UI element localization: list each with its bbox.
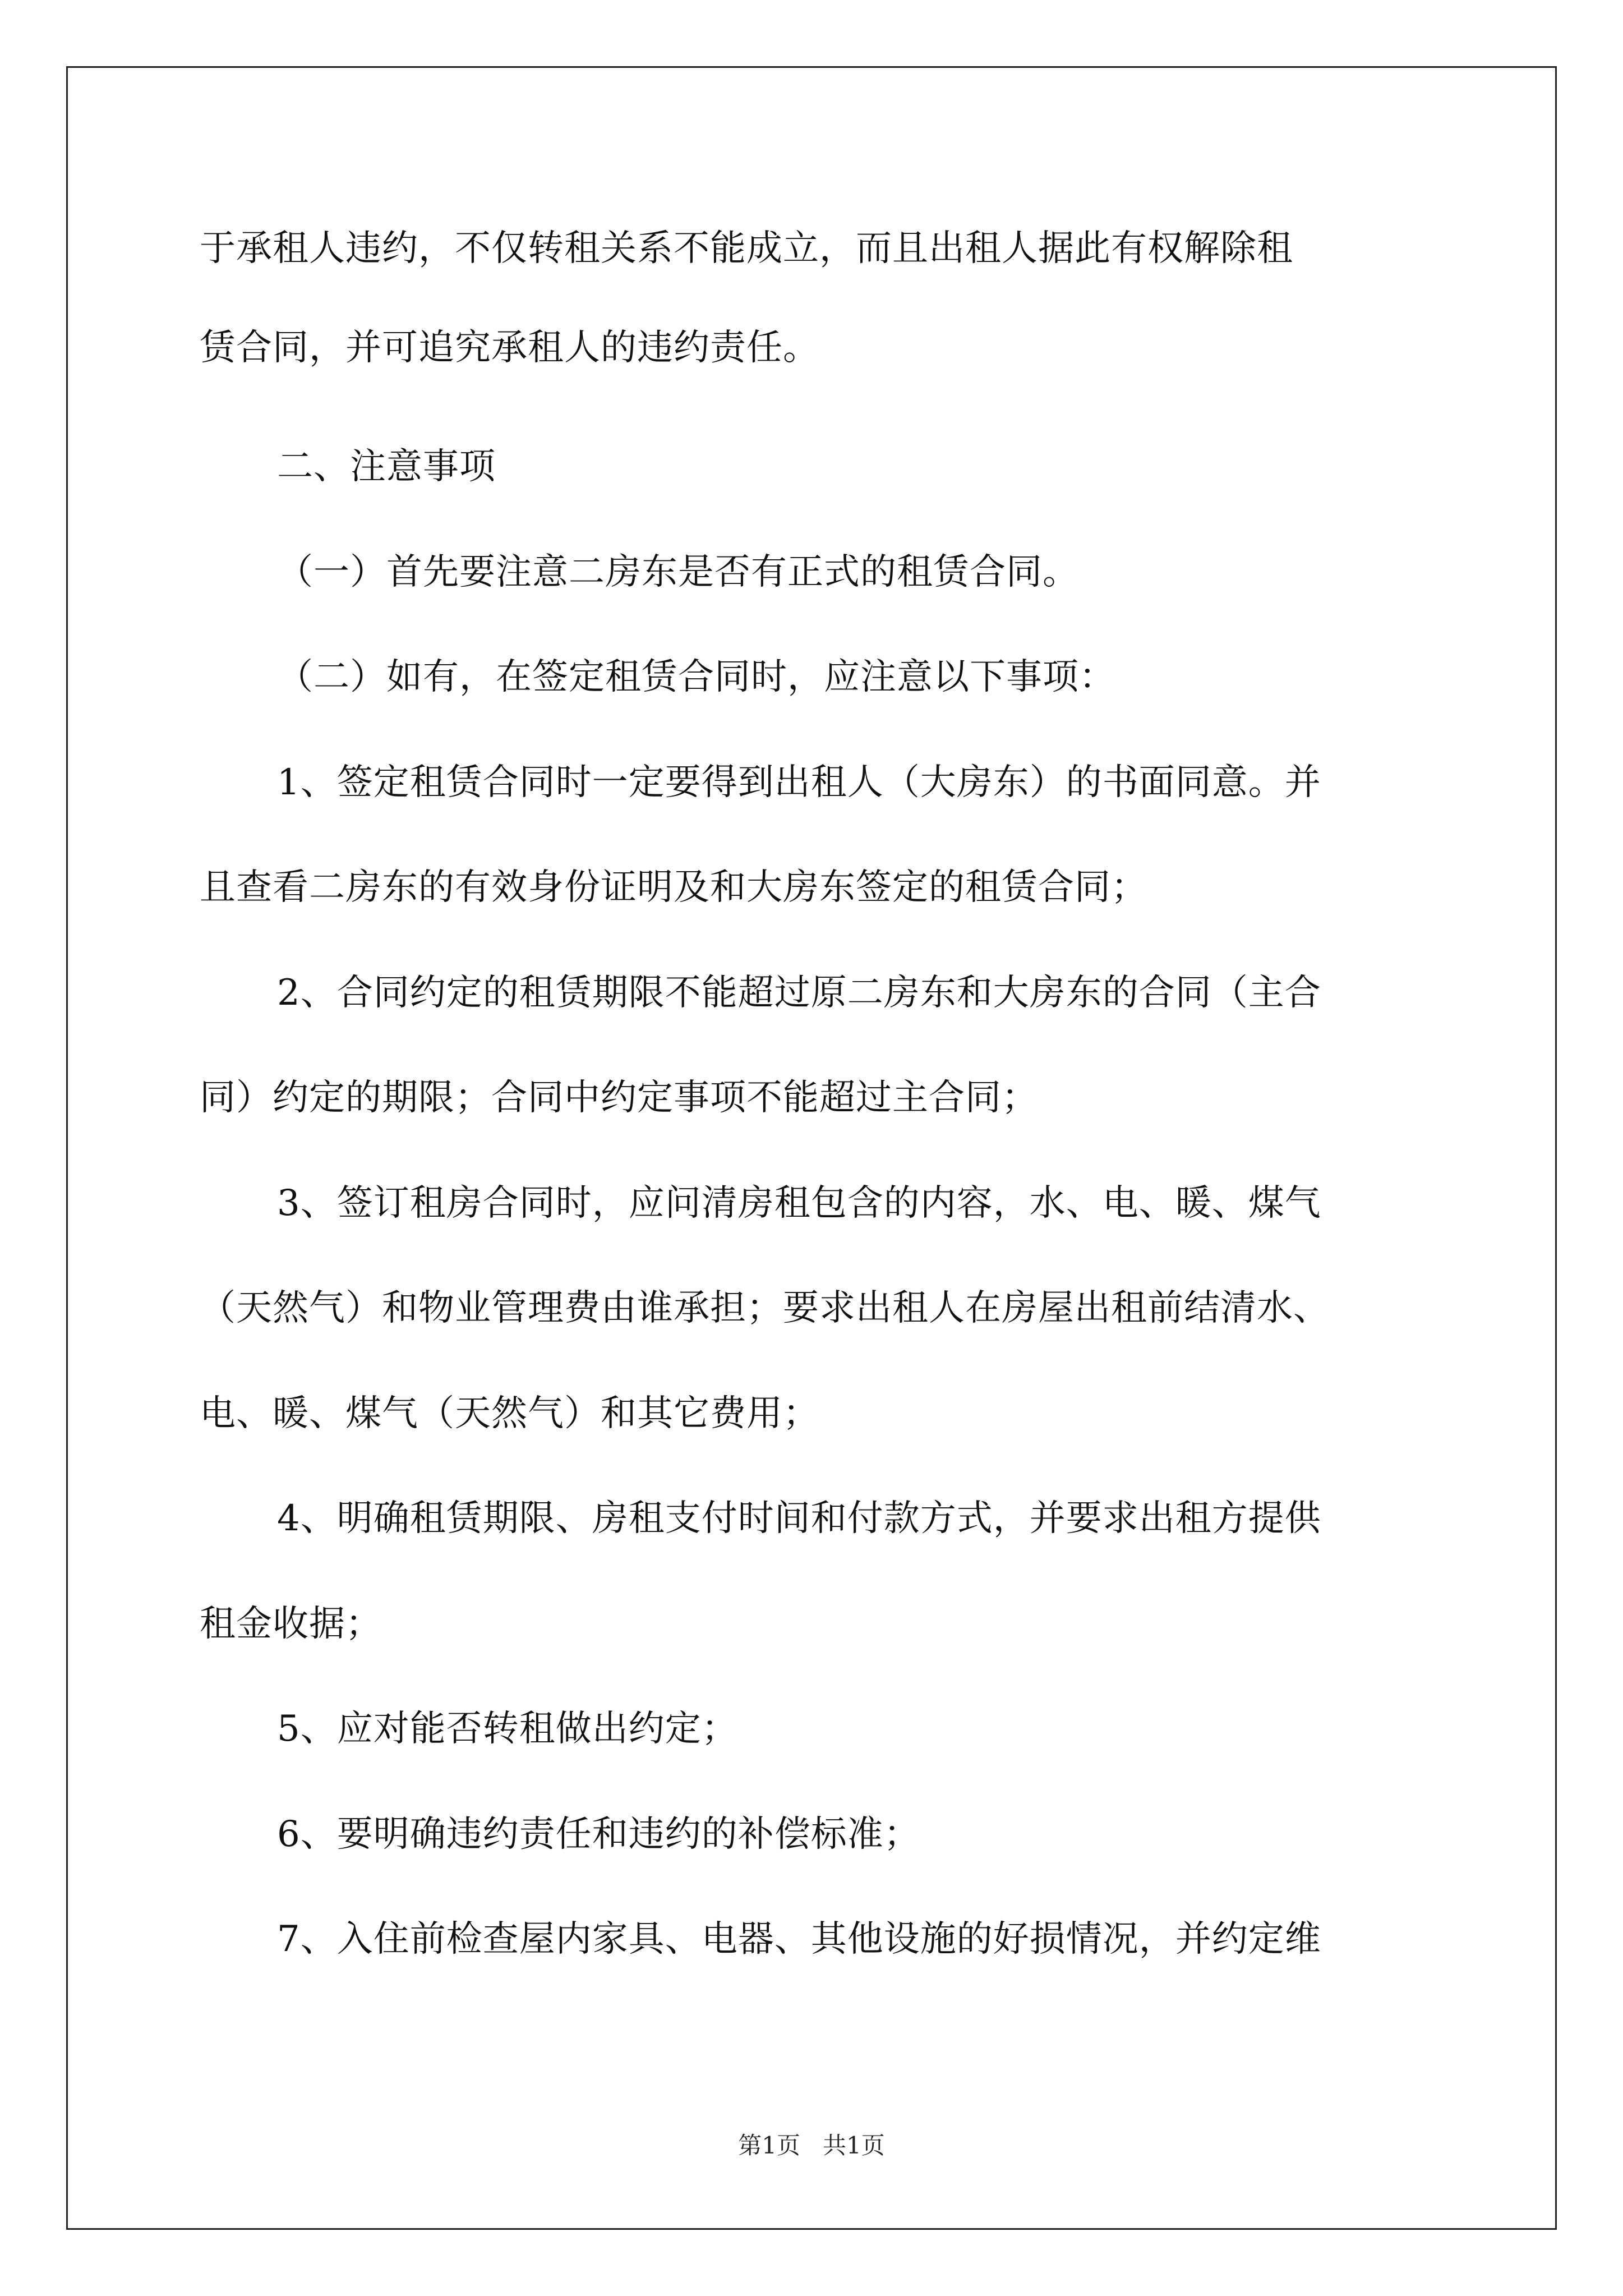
paragraph-line: 租金收据； <box>200 1603 382 1645</box>
paragraph-line: 7、入住前检查屋内家具、电器、其他设施的好损情况，并约定维 <box>277 1918 1321 1960</box>
paragraph-line: 赁合同，并可追究承租人的违约责任。 <box>200 327 819 369</box>
paragraph-line: 且查看二房东的有效身份证明及和大房东签定的租赁合同； <box>200 867 1147 908</box>
page-number-footer: 第1页 共1页 <box>738 2132 885 2159</box>
paragraph-line: （一）首先要注意二房东是否有正式的租赁合同。 <box>277 551 1079 593</box>
paragraph-line: 电、暖、煤气（天然气）和其它费用； <box>200 1393 819 1434</box>
paragraph-line: 于承租人违约，不仅转租关系不能成立，而且出租人据此有权解除租 <box>200 228 1293 269</box>
section-heading: 二、注意事项 <box>277 446 496 487</box>
paragraph-line: 3、签订租房合同时，应问清房租包含的内容，水、电、暖、煤气 <box>277 1182 1321 1224</box>
paragraph-line: （二）如有，在签定租赁合同时，应注意以下事项： <box>277 656 1115 698</box>
page-border <box>66 66 1557 2230</box>
paragraph-line: 同）约定的期限；合同中约定事项不能超过主合同； <box>200 1077 1038 1119</box>
paragraph-line: 2、合同约定的租赁期限不能超过原二房东和大房东的合同（主合 <box>277 972 1321 1014</box>
paragraph-line: 4、明确租赁期限、房租支付时间和付款方式，并要求出租方提供 <box>277 1498 1321 1539</box>
paragraph-line: 5、应对能否转租做出约定； <box>277 1708 738 1750</box>
paragraph-line: 6、要明确违约责任和违约的补偿标准； <box>277 1814 920 1855</box>
paragraph-line: 1、签定租赁合同时一定要得到出租人（大房东）的书面同意。并 <box>277 762 1321 803</box>
paragraph-line: （天然气）和物业管理费由谁承担；要求出租人在房屋出租前结清水、 <box>200 1287 1330 1329</box>
